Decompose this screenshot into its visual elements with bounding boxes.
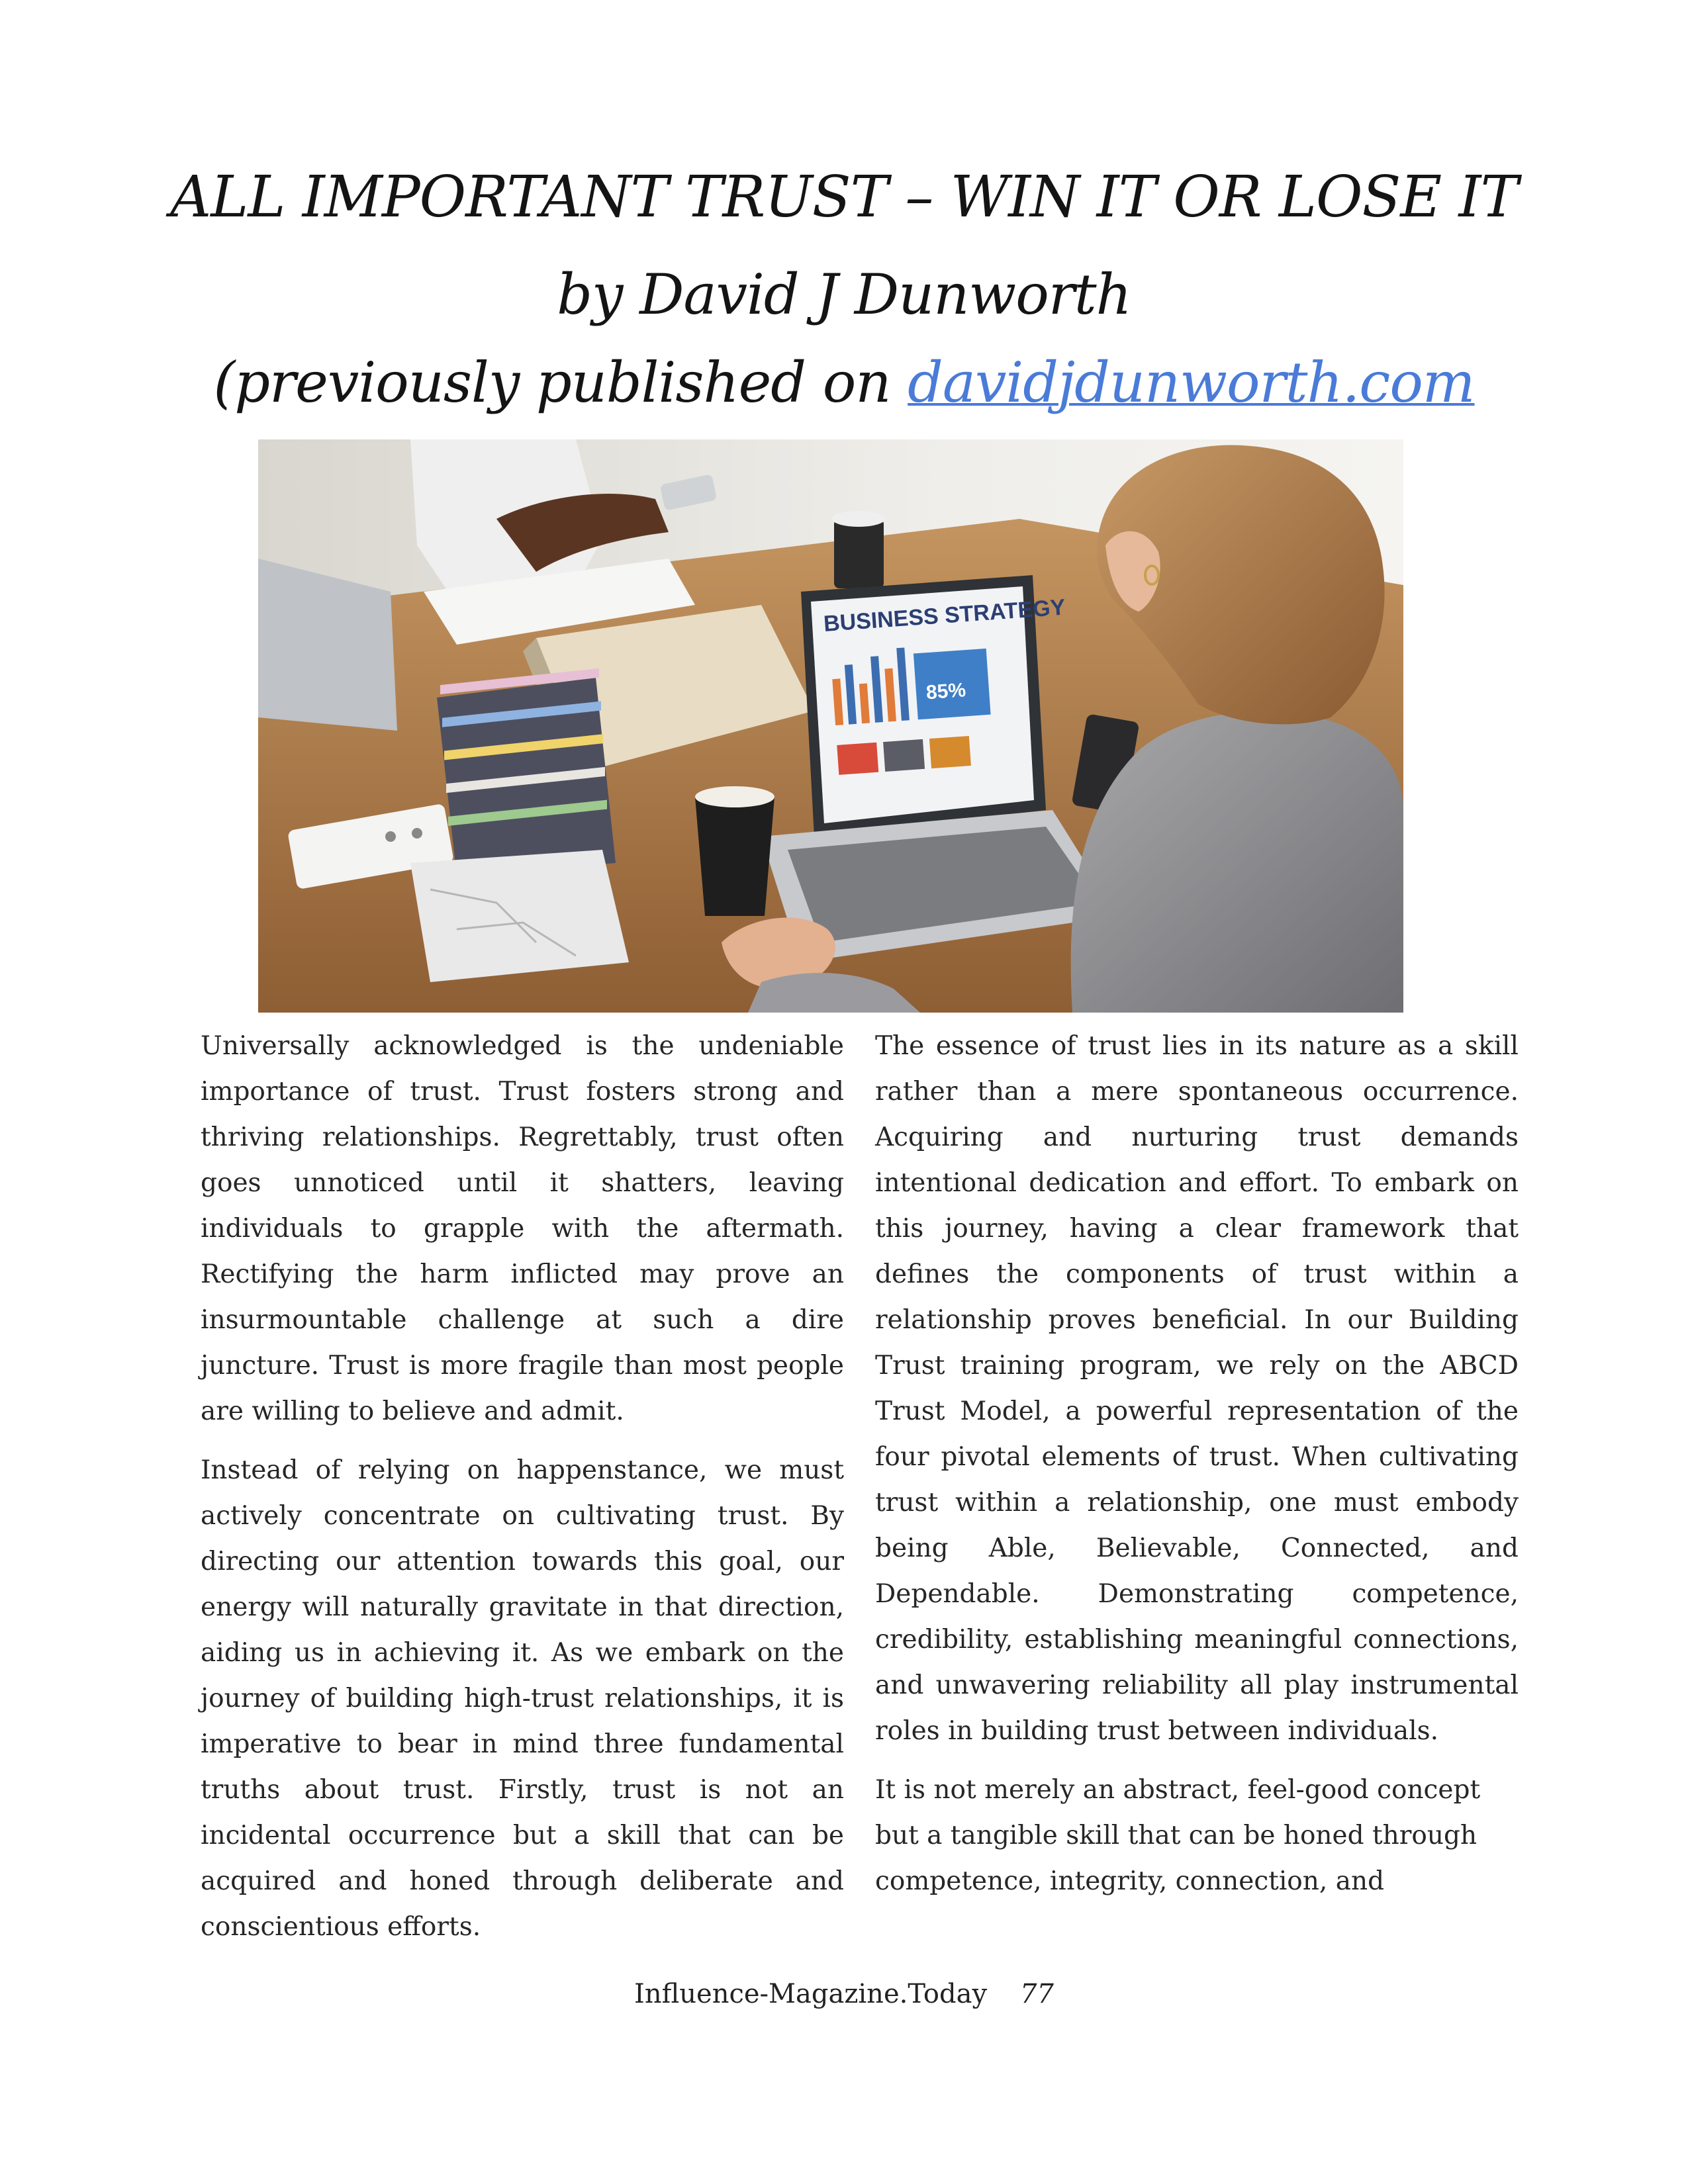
published-prefix: (previously published on bbox=[213, 350, 908, 415]
meeting-photo-illustration bbox=[258, 439, 1403, 1013]
footer-site: Influence-Magazine.Today bbox=[634, 1979, 988, 2009]
page-number: 77 bbox=[1020, 1979, 1054, 2009]
laptop-screen-stat: 85% bbox=[925, 679, 967, 704]
paragraph: It is not merely an abstract, feel-good concept but a tangible skill that can be honed through competence, integrity, connection, and bbox=[875, 1775, 1481, 1896]
source-link[interactable]: davidjdunworth.com bbox=[908, 350, 1475, 415]
paragraph: The essence of trust lies in its nature as a skill rather than a mere spontaneous occurrence. Acquiring and nurturing trust demands intentional dedication and effort. To embark on this journey, having a clear framework that defines the components of trust within a relationship proves beneficial. In our Building Trust training program, we rely on the ABCD Trust Model, a powerful representation of the four pivotal elements of trust. When cultivating trust within a relationship, one must embody being Able, Believable, Connected, and Dependable. Demonstrating competence, credibility, establishing meaningful connections, and unwavering reliability all play instrumental roles in building trust between individuals. bbox=[875, 1031, 1519, 1746]
paragraph: Instead of relying on happenstance, we must actively concentrate on cultivating trust. By directing our attention towards this goal, our energy will naturally gravitate in that direction, aiding us in achieving it. As we embark on the journey of building high-trust relationships, it is imperative to bear in mind three fundamental truths about trust. Firstly, trust is not an incidental occurrence but a skill that can be acquired and honed through deliberate and conscientious efforts. bbox=[201, 1455, 844, 1942]
article-photo bbox=[258, 439, 1403, 1013]
published-note bbox=[0, 343, 1688, 422]
article-title: ALL IMPORTANT TRUST – WIN IT OR LOSE IT bbox=[170, 164, 1518, 230]
laptop-screen-title: BUSINESS STRATEGY bbox=[822, 594, 1066, 637]
paragraph: Universally acknowledged is the undeniable importance of trust. Trust fosters strong and thriving relationships. Regrettably, trust often goes unnoticed until it shatters, leaving individuals to grapple with the aftermath. Rectifying the harm inflicted may prove an insurmountable challenge at such a dire juncture. Trust is more fragile than most people are willing to believe and admit. bbox=[201, 1031, 844, 1426]
article-byline: by David J Dunworth bbox=[557, 262, 1131, 327]
page-footer bbox=[0, 1979, 1688, 2009]
body-column-left bbox=[201, 1023, 844, 1963]
body-column-right bbox=[875, 1023, 1519, 1917]
